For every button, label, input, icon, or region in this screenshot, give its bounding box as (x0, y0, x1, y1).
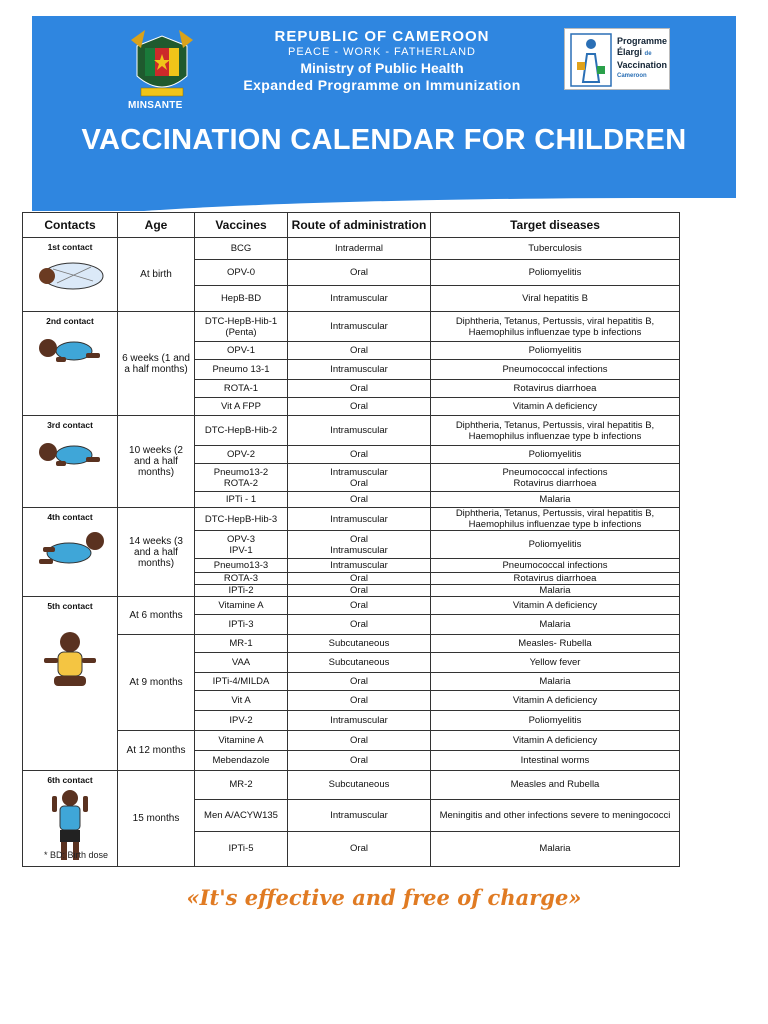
age-cell: 10 weeks (2 and a half months) (118, 416, 195, 508)
target-cell: Measles and Rubella (431, 771, 680, 800)
target-cell: Poliomyelitis (431, 711, 680, 731)
age-cell: At birth (118, 238, 195, 312)
header-age: Age (118, 213, 195, 238)
route-cell: Oral (288, 573, 431, 585)
contact-cell (23, 312, 118, 416)
target-cell: Pneumococcal infections (431, 559, 680, 573)
route-cell: Subcutaneous (288, 771, 431, 800)
target-cell: Vitamin A deficiency (431, 691, 680, 711)
table-row (23, 635, 680, 653)
pev-logo-text: Programme Élargi de Vaccination Cameroon (617, 36, 668, 79)
target-cell: Viral hepatitis B (431, 286, 680, 312)
table-row (23, 508, 680, 531)
target-cell: Measles- Rubella (431, 635, 680, 653)
target-cell: Diphtheria, Tetanus, Pertussis, viral hepatitis B, Haemophilus influenzae type b infections (431, 508, 680, 531)
target-cell: Poliomyelitis (431, 342, 680, 360)
table-row (23, 416, 680, 446)
footnote: * BD: Birth dose (44, 850, 109, 860)
vaccine-cell: HepB-BD (195, 286, 288, 312)
target-cell: Rotavirus diarrhoea (431, 573, 680, 585)
vaccine-cell: OPV-1 (195, 342, 288, 360)
vaccine-cell: Vitamine A (195, 731, 288, 751)
age-cell: At 6 months (118, 597, 195, 635)
target-cell: Malaria (431, 615, 680, 635)
national-motto: PEACE - WORK - FATHERLAND (288, 46, 476, 58)
target-cell: Malaria (431, 831, 680, 866)
sitting-child-icon (25, 628, 115, 698)
header-route: Route of administration (288, 213, 431, 238)
vaccine-cell: Vitamine A (195, 597, 288, 615)
route-cell: Oral (288, 446, 431, 464)
age-cell: At 12 months (118, 731, 195, 771)
header-contacts: Contacts (23, 213, 118, 238)
vaccine-cell: IPTi-2 (195, 585, 288, 597)
vaccine-cell: ROTA-3 (195, 573, 288, 585)
vaccine-cell: BCG (195, 238, 288, 260)
contact-label: 2nd contact (46, 316, 94, 326)
table-row (23, 731, 680, 751)
minsante-label: MINSANTE (128, 100, 183, 111)
programme-name: Expanded Programme on Immunization (243, 77, 521, 93)
ministry-name: Ministry of Public Health (300, 60, 464, 76)
route-cell: Oral (288, 597, 431, 615)
contact-cell (23, 238, 118, 312)
vaccine-cell: IPTi-4/MILDA (195, 673, 288, 691)
vaccine-cell: IPV-2 (195, 711, 288, 731)
age-cell: 14 weeks (3 and a half months) (118, 508, 195, 597)
target-cell: Malaria (431, 492, 680, 508)
crawling-baby-icon (25, 437, 115, 473)
route-cell: Oral Intramuscular (288, 531, 431, 559)
route-cell: Intramuscular (288, 286, 431, 312)
vaccine-cell: Pneumo 13-1 (195, 360, 288, 380)
route-cell: Oral (288, 260, 431, 286)
vaccine-cell: OPV-3 IPV-1 (195, 531, 288, 559)
route-cell: Oral (288, 831, 431, 866)
target-cell: Intestinal worms (431, 751, 680, 771)
republic-title: REPUBLIC OF CAMEROON (274, 28, 490, 45)
vaccine-cell: OPV-2 (195, 446, 288, 464)
target-cell: Diphtheria, Tetanus, Pertussis, viral hepatitis B, Haemophilus influenzae type b infections (431, 416, 680, 446)
route-cell: Oral (288, 691, 431, 711)
route-cell: Intradermal (288, 238, 431, 260)
route-cell: Intramuscular (288, 799, 431, 831)
route-cell: Oral (288, 492, 431, 508)
vaccine-cell: OPV-0 (195, 260, 288, 286)
vaccine-cell: MR-2 (195, 771, 288, 800)
age-cell: 6 weeks (1 and a half months) (118, 312, 195, 416)
target-cell: Rotavirus diarrhoea (431, 380, 680, 398)
table-row (23, 597, 680, 615)
vaccine-cell: IPTi-3 (195, 615, 288, 635)
vaccine-cell: DTC-HepB-Hib-3 (195, 508, 288, 531)
route-cell: Intramuscular (288, 416, 431, 446)
pev-mother-child-icon (569, 32, 613, 88)
target-cell: Diphtheria, Tetanus, Pertussis, viral hepatitis B, Haemophilus influenzae type b infections (431, 312, 680, 342)
table-row (23, 312, 680, 342)
contact-label: 6th contact (47, 775, 93, 785)
vaccine-cell: Pneumo13-2 ROTA-2 (195, 464, 288, 492)
vaccine-cell: Vit A FPP (195, 398, 288, 416)
contact-cell (23, 597, 118, 771)
vaccine-cell: Pneumo13-3 (195, 559, 288, 573)
age-cell: At 9 months (118, 635, 195, 731)
target-cell: Malaria (431, 673, 680, 691)
route-cell: Intramuscular (288, 508, 431, 531)
target-cell: Poliomyelitis (431, 446, 680, 464)
target-cell: Poliomyelitis (431, 260, 680, 286)
vaccine-cell: Men A/ACYW135 (195, 799, 288, 831)
target-cell: Poliomyelitis (431, 531, 680, 559)
vaccination-table (22, 212, 680, 867)
swaddled-baby-icon (25, 259, 115, 293)
lying-baby-icon (25, 529, 115, 573)
route-cell: Intramuscular (288, 360, 431, 380)
table-row (23, 238, 680, 260)
route-cell: Oral (288, 380, 431, 398)
target-cell: Meningitis and other infections severe to meningococci (431, 799, 680, 831)
target-cell: Tuberculosis (431, 238, 680, 260)
route-cell: Oral (288, 342, 431, 360)
route-cell: Subcutaneous (288, 635, 431, 653)
vaccine-cell: ROTA-1 (195, 380, 288, 398)
table-row (23, 771, 680, 800)
route-cell: Intramuscular Oral (288, 464, 431, 492)
route-cell: Oral (288, 585, 431, 597)
vaccine-cell: DTC-HepB-Hib-2 (195, 416, 288, 446)
contact-label: 3rd contact (47, 420, 93, 430)
vaccine-cell: VAA (195, 653, 288, 673)
route-cell: Subcutaneous (288, 653, 431, 673)
page-title: VACCINATION CALENDAR FOR CHILDREN (81, 124, 687, 156)
vaccine-cell: Mebendazole (195, 751, 288, 771)
route-cell: Intramuscular (288, 711, 431, 731)
vaccine-cell: IPTi - 1 (195, 492, 288, 508)
route-cell: Oral (288, 673, 431, 691)
vaccine-cell: MR-1 (195, 635, 288, 653)
header-vaccines: Vaccines (195, 213, 288, 238)
route-cell: Oral (288, 731, 431, 751)
target-cell: Vitamin A deficiency (431, 597, 680, 615)
contact-label: 5th contact (47, 601, 93, 611)
pev-logo (564, 28, 670, 90)
target-cell: Yellow fever (431, 653, 680, 673)
crawling-baby-icon (25, 333, 115, 369)
age-cell: 15 months (118, 771, 195, 867)
slogan: «It's effective and free of charge» (186, 885, 582, 910)
contact-label: 1st contact (47, 242, 93, 252)
cameroon-coat-of-arms-icon (127, 28, 197, 108)
vaccine-cell: DTC-HepB-Hib-1 (Penta) (195, 312, 288, 342)
target-cell: Pneumococcal infections (431, 360, 680, 380)
target-cell: Vitamin A deficiency (431, 398, 680, 416)
contact-label: 4th contact (47, 512, 93, 522)
table-header-row (23, 213, 680, 238)
header-text (212, 28, 552, 93)
route-cell: Intramuscular (288, 312, 431, 342)
contact-cell (23, 508, 118, 597)
contact-cell (23, 416, 118, 508)
target-cell: Pneumococcal infections Rotavirus diarrhoea (431, 464, 680, 492)
vaccine-cell: Vit A (195, 691, 288, 711)
vaccine-cell: IPTi-5 (195, 831, 288, 866)
target-cell: Vitamin A deficiency (431, 731, 680, 751)
route-cell: Oral (288, 751, 431, 771)
header-target-diseases: Target diseases (431, 213, 680, 238)
target-cell: Malaria (431, 585, 680, 597)
route-cell: Oral (288, 615, 431, 635)
route-cell: Oral (288, 398, 431, 416)
route-cell: Intramuscular (288, 559, 431, 573)
